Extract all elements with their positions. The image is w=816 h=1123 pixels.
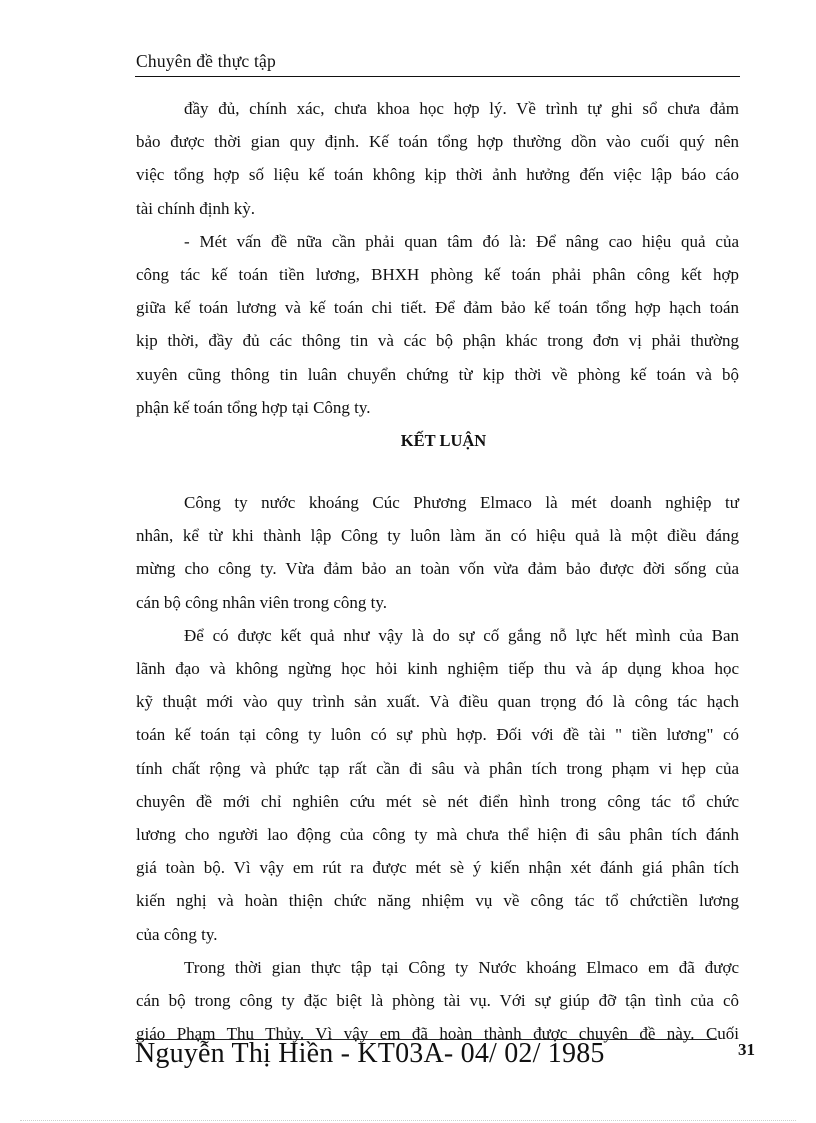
section-heading: KẾT LUẬN [400,430,487,450]
text-line: lãnh đạo và không ngừng học hỏi kinh nghiệm tiếp thu và áp dụng khoa học [136,659,739,678]
text-line: đầy đủ, chính xác, chưa khoa học hợp lý. Về trình tự ghi sổ chưa đảm [184,99,739,118]
text-line: mừng cho công ty. Vừa đảm bảo an toàn vốn vừa đảm bảo được đời sống của [136,559,739,579]
text-line: phận kế toán tổng hợp tại Công ty. [136,397,371,417]
spacer [136,457,739,486]
text-line: tính chất rộng và phức tạp rất cần đi sâu và phân tích trong phạm vi hẹp của [136,758,739,778]
text-line: - Mét vấn đề nữa cần phải quan tâm đó là: Để nâng cao hiệu quả của [184,231,739,251]
text-line: cán bộ trong công ty đặc biệt là phòng tài vụ. Với sự giúp đỡ tận tình của cô [136,990,739,1010]
text-line: lương cho người lao động của công ty mà chưa thể hiện đi sâu phân tích đánh [136,824,739,844]
text-line: việc tổng hợp số liệu kế toán không kịp thời ảnh hưởng đến việc lập báo cáo [136,165,739,185]
text-line: xuyên cũng thông tin luân chuyển chứng từ kịp thời về phòng kế toán và bộ [136,364,739,384]
text-line: toán kế toán tại công ty luôn có sự phù hợp. Đối với đề tài " tiền lương" có [136,725,739,745]
text-line: kịp thời, đầy đủ các thông tin và các bộ phận khác trong đơn vị phải thường [136,331,739,351]
text-line: giá toàn bộ. Vì vậy em rút ra được mét sè ý kiến nhận xét đánh giá phân tích [136,858,739,878]
paragraph-4 [136,619,739,951]
header-title: Chuyên đề thực tập [136,51,276,71]
paragraph-5 [136,951,739,1051]
text-line: công tác kế toán tiền lương, BHXH phòng kế toán phải phân công kết hợp [136,264,739,284]
page-header [135,50,740,77]
text-line: tài chính định kỳ. [136,198,255,218]
text-line: Trong thời gian thực tập tại Công ty Nước khoáng Elmaco em đã được [184,957,739,977]
text-line: giữa kế toán lương và kế toán chi tiết. Để đảm bảo kế toán tổng hợp hạch toán [136,298,739,318]
text-line: kiến nghị và hoàn thiện chức năng nhiệm vụ về công tác tổ chứctiền lương [136,891,739,911]
document-body [136,92,739,1050]
paragraph-2 [136,225,739,424]
page-edge-divider [20,1120,796,1121]
text-line: Công ty nước khoáng Cúc Phương Elmaco là mét doanh nghiệp tư [184,493,739,513]
paragraph-3 [136,486,739,619]
footer-author-line: Nguyễn Thị Hiền - KT03A- 04/ 02/ 1985 [135,1038,605,1069]
text-line: kỹ thuật mới vào quy trình sản xuất. Và điều quan trọng đó là công tác hạch [136,692,739,712]
text-line: cán bộ công nhân viên trong công ty. [136,592,387,612]
paragraph-1 [136,92,739,225]
text-line: Để có được kết quả như vậy là do sự cố gắng nỗ lực hết mình của Ban [184,625,739,645]
text-line: chuyên đề mới chỉ nghiên cứu mét sè nét điển hình trong công tác tổ chức [136,791,739,811]
text-line: giáo Phạm Thu Thủy. Vì vậy em đã hoàn thành được chuyên đề này. Cuối [136,1024,739,1044]
text-line: bảo được thời gian quy định. Kế toán tổng hợp thường dồn vào cuối quý nên [136,132,739,152]
text-line: của công ty. [136,924,218,944]
page-number: 31 [738,1040,755,1059]
text-line: nhân, kể từ khi thành lập Công ty luôn làm ăn có hiệu quả là một điều đáng [136,526,739,546]
